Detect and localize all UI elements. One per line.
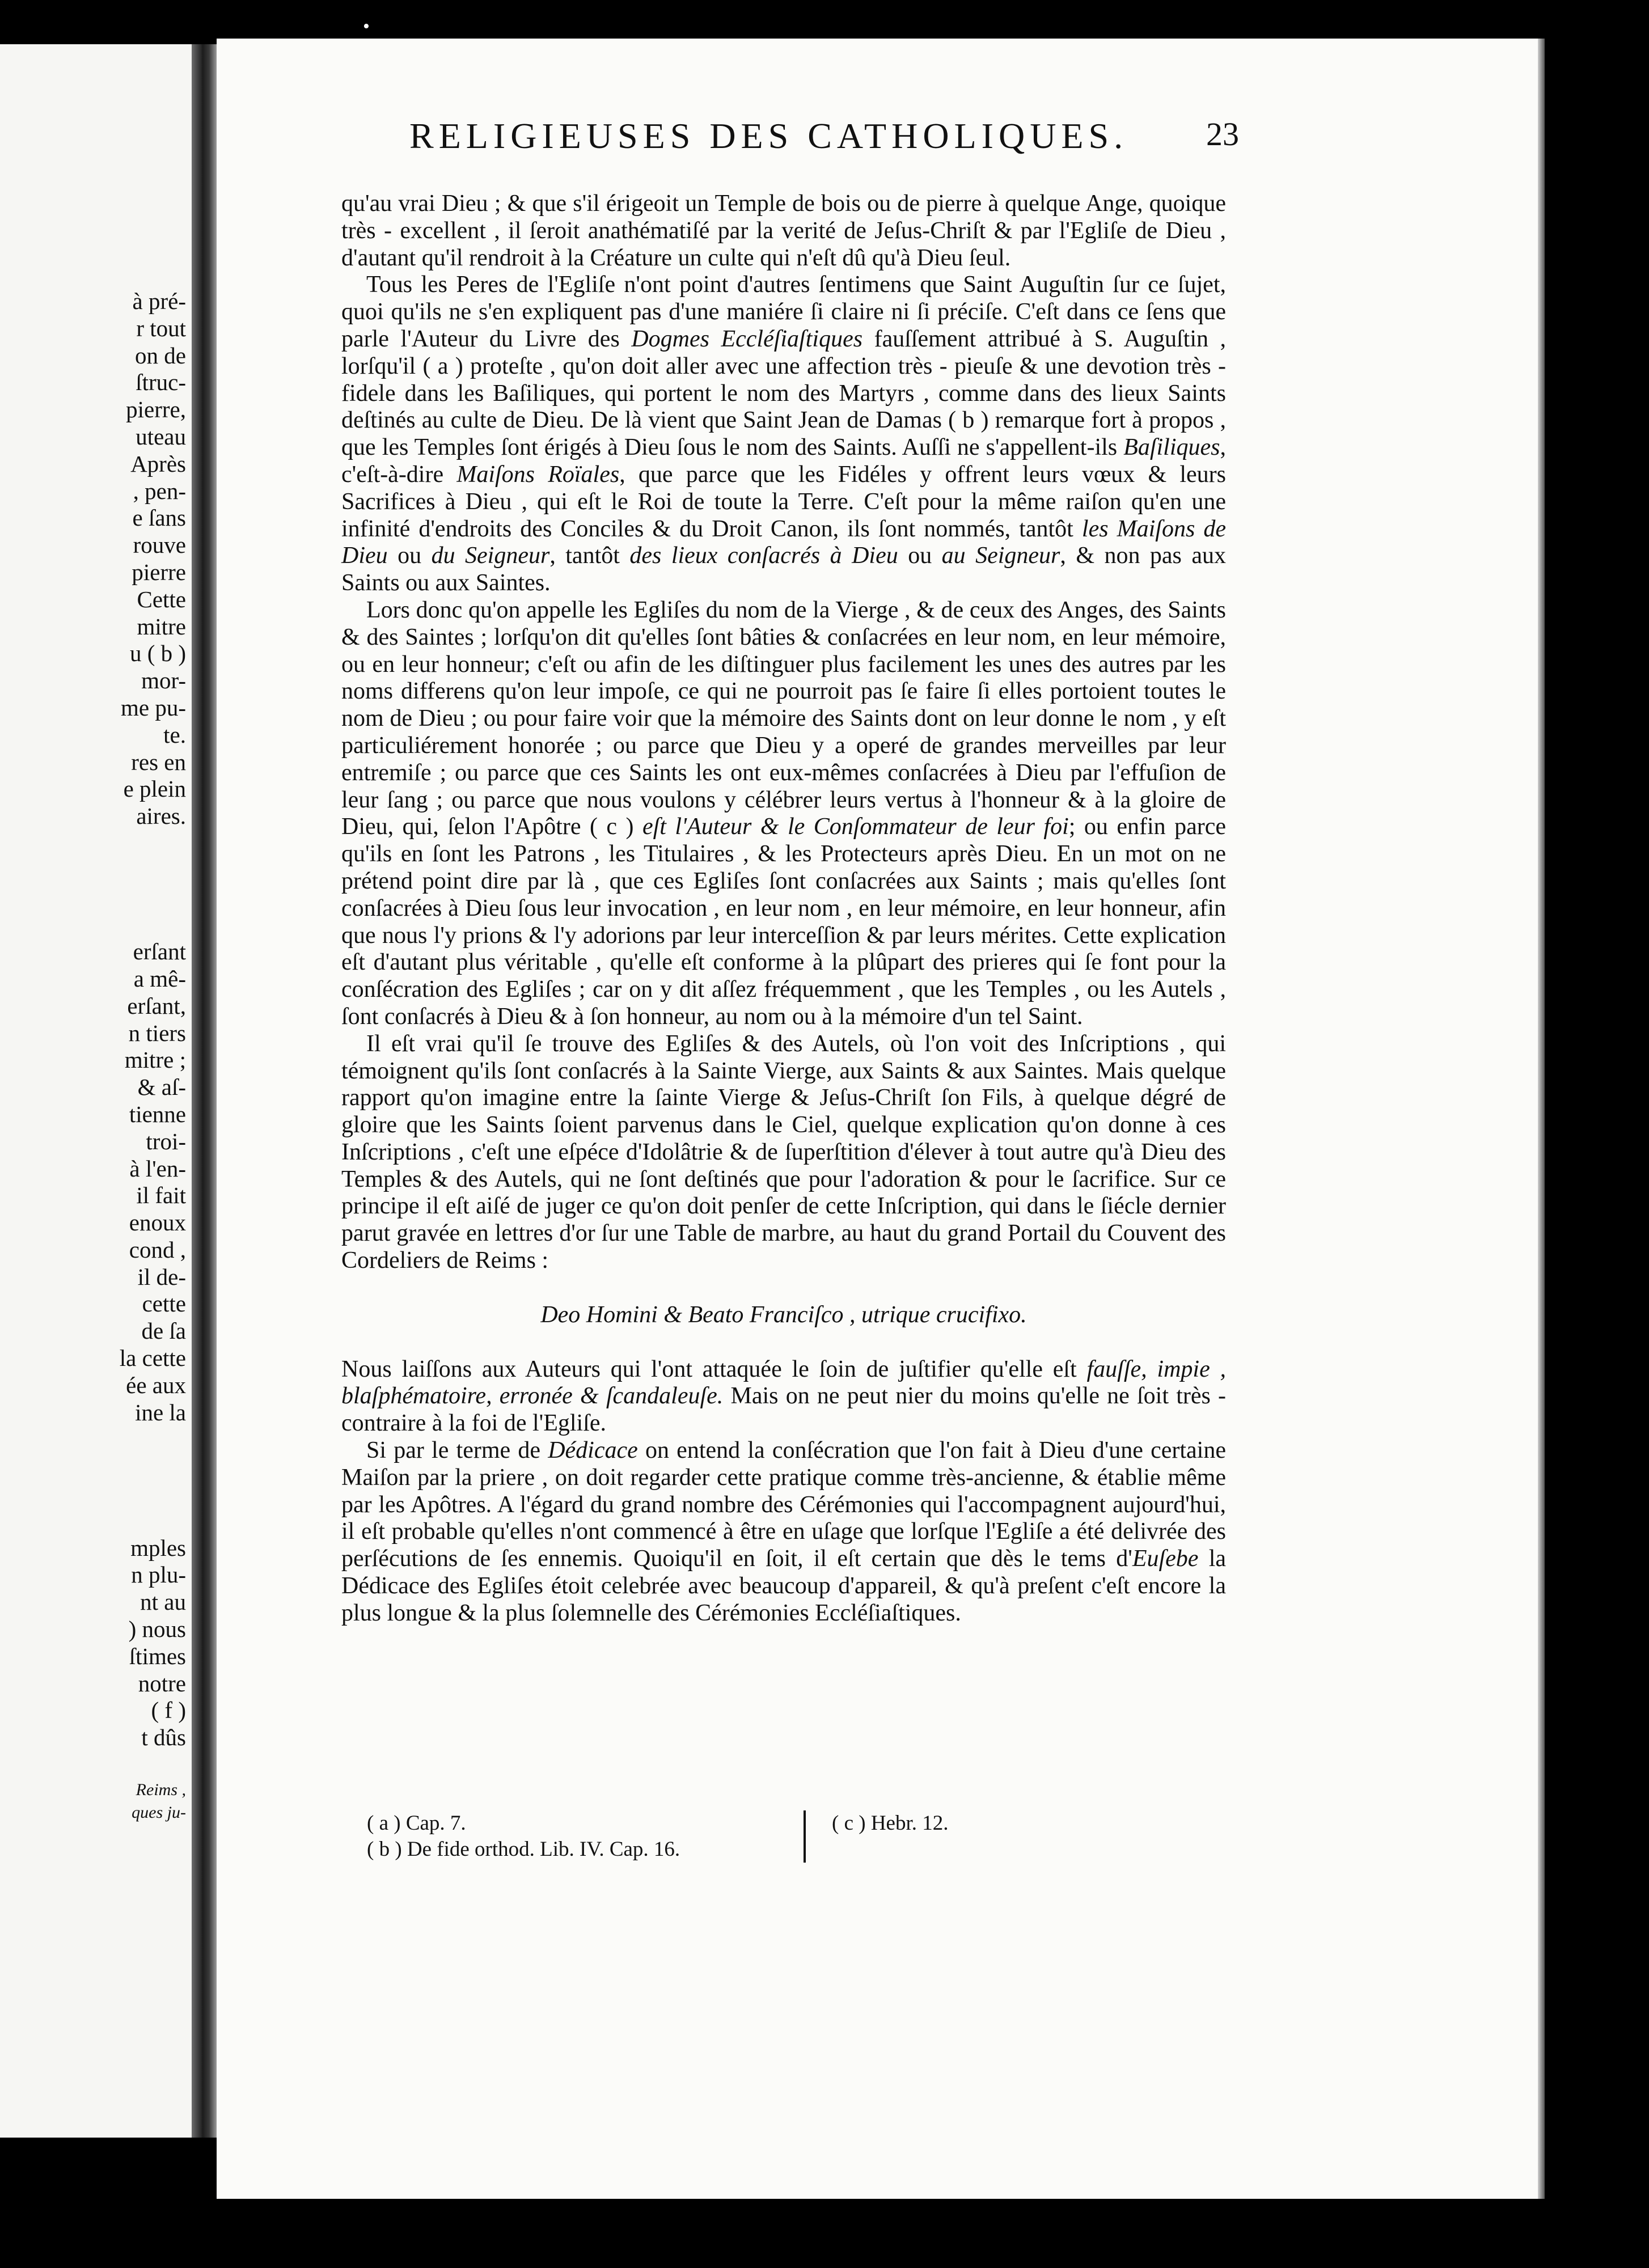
left-page-line: n tiers <box>128 1019 186 1046</box>
left-page-line: ine la <box>135 1399 186 1425</box>
left-page-line: mor- <box>141 667 186 694</box>
left-page-line: à pré- <box>132 288 186 314</box>
left-page-line: , pen- <box>133 477 186 504</box>
left-page-line: Cette <box>137 586 186 612</box>
scan-dot-mark: • <box>363 16 370 37</box>
paragraph-3: Lors donc qu'on appelle les Egliſes du nom de la Vierge , & de ceux des Anges, des Saints & des Saintes ; lorſqu'on dit qu'elles ſont bâties & conſacrées en leur nom, en leur mémoire, ou en leur honneur; c'eſt ou afin de les diſtinguer plus facilement les unes des autres par les noms differens qu'on leur impoſe, ce qui ne pourroit pas ſe faire ſi elles portoient toutes le nom de Dieu ; ou pour faire voir que la mémoire des Saints dont on leur donne le nom , y eſt particuliérement honorée ; ou parce que Dieu y a operé de grandes merveilles par leur entremiſe ; ou parce que ces Saints les ont eux-mêmes conſacrées à Dieu par l'effuſion de leur ſang ; ou parce que nous voulons y célébrer leurs vertus à l'honneur & à la gloire de Dieu, qui, ſelon l'Apôtre ( c ) eſt l'Auteur & le Conſommateur de leur foi; ou enfin parce qu'ils en ſont les Patrons , les Titulaires , & les Protecteurs après Dieu. En un mot on ne prétend point dire par là , que ces Egliſes ſont conſacrées aux Saints ; mais qu'elles ſont conſacrées à Dieu ſous leur invocation , en leur nom , en leur mémoire, en leur honneur, afin que nous l'y prions & l'y adorions par leur interceſſion & par leurs mérites. Cette explication eſt d'autant plus véritable , qu'elle eſt conforme à la plûpart des prieres qui ſe font pour la conſécration des Egliſes ; car on y dit aſſez fréquemment , que les Temples , ou les Autels , ſont conſacrés à Dieu & à ſon honneur, au nom ou à la mémoire d'un tel Saint. <box>341 596 1226 1030</box>
footnotes-left-column <box>367 1810 680 1863</box>
body-text <box>341 191 1226 1627</box>
left-page-line: il fait <box>136 1182 186 1209</box>
left-page-line: uteau <box>136 423 186 450</box>
left-page-line: mitre <box>137 613 186 640</box>
left-page-text <box>0 288 192 1824</box>
footnotes <box>367 1810 1217 1873</box>
left-page-line: r tout <box>136 315 186 341</box>
footnotes-right-column <box>832 1810 949 1837</box>
book-gutter <box>192 44 217 2138</box>
left-page-line: troi- <box>146 1128 186 1154</box>
left-page-line: cond , <box>129 1236 186 1263</box>
left-page-line: à l'en- <box>129 1155 186 1182</box>
left-page-line: tienne <box>129 1101 186 1127</box>
left-page-line <box>0 1751 192 1779</box>
left-page-line: pierre <box>132 558 186 585</box>
left-page-line: erſant, <box>127 992 186 1019</box>
left-page-line: u ( b ) <box>129 640 186 667</box>
main-page <box>217 39 1538 2199</box>
left-page-line: Après <box>130 450 186 477</box>
left-page-line: mitre ; <box>124 1047 186 1073</box>
left-page-line: cette <box>142 1290 186 1317</box>
left-page-line: enoux <box>129 1209 186 1236</box>
left-page-line: rouve <box>133 532 186 558</box>
left-facing-page <box>0 44 192 2138</box>
left-page-line: me pu- <box>121 694 186 721</box>
paragraph-2: Tous les Peres de l'Egliſe n'ont point d'autres ſentimens que Saint Auguſtin ſur ce ſujet, quoi qu'ils ne s'en expliquent pas d'une maniére ſi claire ni ſi préciſe. C'eſt dans ce ſens que parle l'Auteur du Livre des Dogmes Eccléſiaſtiques fauſſement attribué à S. Auguſtin , lorſqu'il ( a ) proteſte , qu'on doit aller avec une affection très - pieuſe & une devotion très - fidele dans les Baſiliques, qui portent le nom des Martyrs , comme dans des lieux Saints deſtinés au culte de Dieu. De là vient que Saint Jean de Damas ( b ) remarque fort à propos , que les Temples ſont érigés à Dieu ſous le nom des Saints. Auſſi ne s'appellent-ils Baſiliques, c'eſt-à-dire Maiſons Roïales, que parce que les Fidéles y offrent leurs vœux & leurs Sacrifices à Dieu , qui eſt le Roi de toute la Terre. C'eſt pour la même raiſon qu'en une infinité d'endroits des Conciles & du Droit Canon, ils ſont nommés, tantôt les Maiſons de Dieu ou du Seigneur, tantôt des lieux conſacrés à Dieu ou au Seigneur, & non pas aux Saints ou aux Saintes. <box>341 272 1227 596</box>
left-page-line <box>0 911 192 938</box>
paragraph-4: Il eſt vrai qu'il ſe trouve des Egliſes & des Autels, où l'on voit des Inſcriptions , qui témoignent qu'ils ſont conſacrés à la Sainte Vierge, aux Saints & aux Saintes. Mais quelque rapport qu'on imagine entre la ſainte Vierge & Jeſus-Chriſt ſon Fils, à quelque dégré de gloire que les Saints ſoient parvenus dans le Ciel, quelque explication qu'on donne à ces Inſcriptions , c'eſt une eſpéce d'Idolâtrie & de ſuperſtition d'élever à tout autre qu'à Dieu des Temples & des Autels, qui ne ſont deſtinés que pour l'adoration & pour le ſacrifice. Sur ce principe il eſt aiſé de juger ce qu'on doit penſer de cette Inſcription, qui dans le ſiécle dernier parut gravée en lettres d'or ſur une Table de marbre, au haut du grand Portail du Couvent des Cordeliers de Reims : <box>341 1030 1226 1274</box>
paragraph-1: qu'au vrai Dieu ; & que s'il érigeoit un Temple de bois ou de pierre à quelque Ange, quoique très - excellent , il ſeroit anathématiſé par la verité de Jeſus-Chriſt & par l'Egliſe de Dieu , d'autant qu'il rendroit à la Créature un culte qui n'eſt dû qu'à Dieu ſeul. <box>341 191 1226 271</box>
running-title: RELIGIEUSES DES CATHOLIQUES. <box>409 116 1128 156</box>
left-page-footnote-line: ques ju- <box>132 1802 186 1822</box>
left-page-line <box>0 857 192 885</box>
paragraph-6: Si par le terme de Dédicace on entend la conſécration que l'on fait à Dieu d'une certaine Maiſon par la priere , on doit regarder cette pratique comme très-ancienne, & établie même par les Apôtres. A l'égard du grand nombre des Cérémonies qui l'accompagnent aujourd'hui, il eſt probable qu'elles n'ont commencé à être en uſage que lorſque l'Egliſe a été delivrée des perſécutions de ſes ennemis. Quoiqu'il en ſoit, il eſt certain que dès le tems d'Euſebe la Dédicace des Egliſes étoit celebrée avec beaucoup d'appareil, & qu'à preſent c'eſt encore la plus longue & la plus ſolemnelle des Cérémonies Eccléſiaſtiques. <box>341 1437 1227 1626</box>
left-page-line: nt au <box>140 1589 186 1615</box>
left-page-line: a mê- <box>133 965 186 992</box>
left-page-line: & aſ- <box>137 1074 186 1101</box>
footnote-a: ( a ) Cap. 7. <box>367 1812 466 1835</box>
running-head <box>217 115 1538 160</box>
left-page-line: res en <box>131 748 186 775</box>
left-page-line: aires. <box>136 803 186 830</box>
left-page-line: ſtruc- <box>136 369 186 396</box>
left-page-line: erſant <box>133 938 186 965</box>
page-edge-shadow <box>1538 39 1545 2199</box>
left-page-line: ) nous <box>128 1616 186 1643</box>
footnote-b: ( b ) De fide orthod. Lib. IV. Cap. 16. <box>367 1838 680 1861</box>
left-page-footnote-line: Reims , <box>136 1780 186 1799</box>
left-page-line: il de- <box>137 1263 186 1290</box>
left-page-line: la cette <box>119 1345 186 1372</box>
left-page-line <box>0 830 192 857</box>
left-page-line: n plu- <box>131 1562 186 1588</box>
left-page-line: t dûs <box>141 1724 186 1751</box>
left-page-line: e plein <box>123 776 186 802</box>
left-page-line <box>0 1508 192 1535</box>
left-page-line: te. <box>163 721 186 748</box>
left-page-line: on de <box>135 342 186 369</box>
left-page-line: de ſa <box>141 1318 186 1344</box>
inscription-quote: Deo Homini & Beato Franciſco , utrique crucifixo. <box>540 1301 1027 1328</box>
paragraph-5: Nous laiſſons aux Auteurs qui l'ont attaquée le ſoin de juſtifier qu'elle eſt fauſſe, impie , blaſphématoire, erronée & ſcandaleuſe. Mais on ne peut nier du moins qu'elle ne ſoit très - contraire à la foi de l'Egliſe. <box>341 1356 1227 1437</box>
left-page-line: ( f ) <box>151 1697 186 1724</box>
left-page-line: ée aux <box>126 1372 186 1398</box>
left-page-line: ſtimes <box>129 1643 186 1669</box>
left-page-line: notre <box>138 1670 186 1696</box>
left-page-line: mples <box>130 1534 186 1561</box>
left-page-line <box>0 1480 192 1508</box>
left-page-line <box>0 885 192 912</box>
left-page-line <box>0 1453 192 1480</box>
left-page-line <box>0 1426 192 1453</box>
page-number: 23 <box>1206 116 1239 153</box>
footnote-c: ( c ) Hebr. 12. <box>832 1812 949 1835</box>
left-page-line: pierre, <box>126 396 186 423</box>
footnote-divider <box>804 1810 806 1863</box>
left-page-line: e ſans <box>132 505 186 531</box>
